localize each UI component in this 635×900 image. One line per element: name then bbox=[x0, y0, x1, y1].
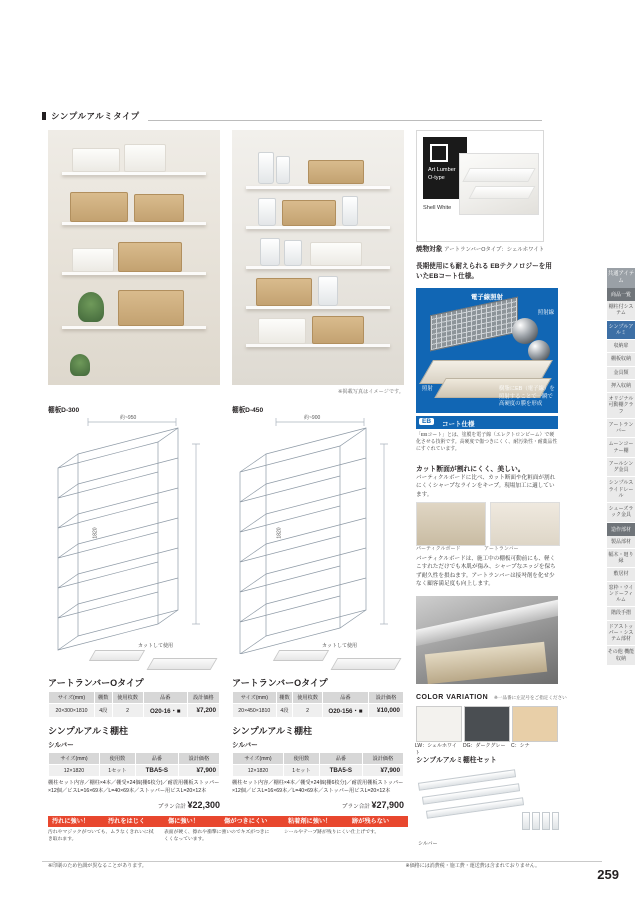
rail-item-8[interactable]: ムーンコーナー棚 bbox=[607, 438, 635, 458]
rail-item2-1[interactable]: 幅木・廻り縁 bbox=[607, 549, 635, 569]
feature-bar-3: 傷に強い！ bbox=[164, 816, 220, 827]
rail-item2-0[interactable]: 製品部材 bbox=[607, 536, 635, 549]
th-qty: 使用枚数 bbox=[112, 692, 143, 704]
feature-note-5: シールやテープ跡が残りにくい仕上げです。 bbox=[284, 830, 380, 835]
cut-note-left: カットして使用 bbox=[138, 643, 173, 649]
plank-graphic bbox=[147, 658, 218, 670]
rail-item2-4[interactable]: 階段手摺 bbox=[607, 607, 635, 620]
rail-item-1[interactable]: シンプルアルミ bbox=[607, 321, 635, 341]
th-code: 品番 bbox=[322, 692, 368, 704]
td-code: TBA5-S bbox=[320, 765, 363, 777]
eb-note: 「EBコート」とは、塗膜を電子線（エレクトロンビーム）で硬化させる技術です。高硬度で傷つきにくく、耐汚染性・耐薬品性にすぐれています。 bbox=[416, 433, 558, 453]
target-row bbox=[416, 243, 556, 253]
td-code: TBA5-S bbox=[136, 765, 179, 777]
th-price: 設計価格 bbox=[368, 692, 403, 704]
product-spec-table bbox=[232, 691, 404, 718]
brand-line2: O-type bbox=[428, 174, 445, 181]
target-label: 焼物対象 bbox=[416, 246, 443, 253]
rail-item-3[interactable]: 棚板収納 bbox=[607, 353, 635, 366]
dim-top-right: 約~900 bbox=[304, 415, 321, 421]
sample-color-name: Shell White bbox=[423, 205, 452, 211]
color-label-lw: LW：シェルホワイト bbox=[415, 743, 457, 756]
plank-graphic bbox=[89, 650, 145, 661]
color-swatch-lw bbox=[416, 706, 462, 742]
th-code: 品番 bbox=[136, 753, 179, 765]
board-sample-image bbox=[459, 153, 539, 215]
eb-figure-left-label: 照射 bbox=[422, 386, 433, 392]
cut-text-2: パーティクルボードは、施工中の棚板可動前にも、軽くこすれただけでも木肌が傷み、シャープなエッジを保ちず耐久性を損ねます。アートランバーは接착剤を化せ少なく顧客満足度も向上します。 bbox=[416, 556, 556, 588]
square-icon bbox=[430, 144, 448, 162]
cut-note-right: カットして使用 bbox=[322, 643, 357, 649]
plan-total bbox=[48, 800, 220, 810]
th-code: 品番 bbox=[143, 692, 187, 704]
feature-bar-2: 汚れをはじく bbox=[104, 816, 164, 827]
td-price: ¥10,000 bbox=[368, 704, 403, 718]
rail-item-11[interactable]: シューズラック金具 bbox=[607, 503, 635, 523]
bullet-square-icon bbox=[42, 112, 46, 120]
post-spec-table bbox=[232, 752, 404, 777]
product-title: アートランバーOタイプ bbox=[48, 678, 144, 688]
eb-figure-top-label: 電子線照射 bbox=[471, 294, 503, 301]
rail-section-1: 商品一覧 bbox=[607, 288, 635, 301]
th-tiers: 棚数 bbox=[94, 692, 112, 704]
plan-total-value: ¥27,900 bbox=[371, 799, 404, 810]
isometric-drawing-left bbox=[48, 414, 220, 654]
td-size: 12×1820 bbox=[233, 765, 284, 777]
td-code: O20-16・■ bbox=[143, 704, 187, 718]
eb-badge-tag: EB bbox=[419, 418, 434, 425]
product-block-left bbox=[48, 676, 220, 810]
post-color: シルバー bbox=[232, 742, 258, 749]
cut-image-particleboard bbox=[416, 502, 486, 546]
eb-sphere-icon bbox=[528, 340, 550, 362]
th-size: サイズ(mm) bbox=[49, 692, 95, 704]
th-qty: 使用枚数 bbox=[293, 692, 323, 704]
cut-caption-1: パーティクルボード bbox=[416, 546, 461, 552]
th-price: 設計価格 bbox=[187, 692, 219, 704]
header-label bbox=[42, 110, 148, 122]
eb-diagram bbox=[416, 288, 558, 413]
rail-section-2: 造作部材 bbox=[607, 523, 635, 536]
post-set-image bbox=[416, 766, 558, 838]
rail-item-6[interactable]: オリジナル可動棚クラフ bbox=[607, 393, 635, 419]
th-price: 設計価格 bbox=[178, 753, 219, 765]
plank-graphic bbox=[273, 650, 329, 661]
td-price: ¥7,900 bbox=[178, 765, 219, 777]
color-label-dg: DG：ダークグレー bbox=[463, 743, 506, 749]
cut-compare-images bbox=[416, 502, 558, 544]
plank-graphic bbox=[331, 658, 402, 670]
post-title: シンプルアルミ棚柱 bbox=[232, 726, 313, 736]
dim-height-left: 1820 bbox=[92, 527, 99, 539]
plan-total-value: ¥22,300 bbox=[187, 799, 220, 810]
rail-item-9[interactable]: アールシング金具 bbox=[607, 458, 635, 478]
th-qty: 使用数 bbox=[99, 753, 135, 765]
drawing-label-right: 棚板D-450 bbox=[232, 407, 264, 414]
feature-note-3: 表面が硬く、擦れや衝撃に強いのでキズがつきにくくなっています。 bbox=[164, 830, 270, 842]
isometric-drawing-right bbox=[232, 414, 404, 654]
product-block-right bbox=[232, 676, 404, 810]
plan-total-label: プラン合計 bbox=[341, 803, 370, 810]
rail-item-2[interactable]: 収納扉 bbox=[607, 340, 635, 353]
rail-item-4[interactable]: 金具類 bbox=[607, 367, 635, 380]
cut-text: パーティクルボードに比べ、カット断面や化粧面が割れにくくシャープなラインをキープ。現場加工に適しています。 bbox=[416, 475, 556, 498]
post-title: シンプルアルミ棚柱 bbox=[48, 726, 129, 736]
room-photo-right bbox=[232, 130, 404, 385]
product-title: アートランバーOタイプ bbox=[232, 678, 328, 688]
feature-bar-4: 傷がつきにくい bbox=[220, 816, 284, 827]
rail-item2-5[interactable]: ドアストッパー・システム部材 bbox=[607, 621, 635, 647]
td-qty: 1セット bbox=[283, 765, 319, 777]
feature-bar-1: 汚れに強い！ bbox=[48, 816, 104, 827]
wood-panel-graphic bbox=[425, 642, 547, 684]
page-number: 259 bbox=[597, 867, 619, 882]
rail-item-5[interactable]: 押入収納 bbox=[607, 380, 635, 393]
th-size: サイズ(mm) bbox=[49, 753, 100, 765]
cut-photo bbox=[416, 596, 558, 684]
th-size: サイズ(mm) bbox=[233, 692, 277, 704]
td-size: 20×450×1810 bbox=[233, 704, 277, 718]
cut-image-artlumber bbox=[490, 502, 560, 546]
header-title: シンプルアルミタイプ bbox=[51, 111, 140, 121]
target-value: アートランバーOタイプ：シェルホワイト bbox=[444, 247, 545, 253]
brand-line1: Art Lumber bbox=[428, 167, 456, 173]
td-code: O20-156・■ bbox=[322, 704, 368, 718]
post-color: シルバー bbox=[48, 742, 74, 749]
room-photo-left bbox=[48, 130, 220, 385]
td-tiers: 4段 bbox=[276, 704, 293, 718]
product-spec-table bbox=[48, 691, 220, 718]
rail-item-10[interactable]: シンプルスライドレール bbox=[607, 477, 635, 503]
color-variation-title: COLOR VARIATION bbox=[416, 694, 489, 701]
cut-title: カット断面が割れにくく、美しい。 bbox=[416, 466, 525, 473]
footer-right-note: ※価格には消費税・施工費・運送費は含まれておりません。 bbox=[405, 863, 540, 869]
th-price: 設計価格 bbox=[362, 753, 403, 765]
plan-total bbox=[232, 800, 404, 810]
rail-head: 共通アイテム bbox=[607, 268, 635, 288]
td-size: 12×1820 bbox=[49, 765, 100, 777]
post-set-title: シンプルアルミ棚柱セット bbox=[416, 757, 497, 764]
th-code: 品番 bbox=[320, 753, 363, 765]
feature-bar-5: 粘着剤に強い！ bbox=[284, 816, 348, 827]
td-price: ¥7,200 bbox=[187, 704, 219, 718]
feature-note-1: 汚れやマジックがついても、ムラなくきれいに拭き取れます。 bbox=[48, 830, 154, 842]
post-spec-table bbox=[48, 752, 220, 777]
cut-caption-2: アートランバー bbox=[484, 546, 519, 552]
set-contents-note: 棚柱セット内容／棚柱×4本／棚受×24個(棚6枚分)／耐震用棚板ストッパー×12個／ビスL=16×69本／L=40×69本／ストッパー用ビスL=20×12本 bbox=[232, 780, 404, 794]
td-tiers: 4段 bbox=[94, 704, 112, 718]
th-qty: 使用数 bbox=[283, 753, 319, 765]
cut-captions bbox=[416, 545, 558, 552]
rail-item-0[interactable]: 棚柱付システム bbox=[607, 301, 635, 321]
color-variation-note: ※一品番に左記号をご指定ください bbox=[494, 695, 567, 700]
td-size: 20×300×1810 bbox=[49, 704, 95, 718]
dim-top-left: 約~950 bbox=[120, 415, 137, 421]
dim-height-right: 1820 bbox=[276, 527, 283, 539]
th-size: サイズ(mm) bbox=[233, 753, 284, 765]
rail-item2-3[interactable]: 窓枠・ウインドーフィルム bbox=[607, 582, 635, 608]
eb-figure-right-label: 照射線 bbox=[537, 310, 554, 316]
drawing-label-left: 棚板D-300 bbox=[48, 407, 80, 414]
plan-total-label: プラン合計 bbox=[157, 803, 186, 810]
eb-badge bbox=[416, 416, 558, 429]
set-contents-note: 棚柱セット内容／棚柱×4本／棚受×24個(棚6枚分)／耐震用棚板ストッパー×12個／ビスL=16×69本／L=40×69本／ストッパー用ビスL=20×12本 bbox=[48, 780, 220, 794]
eb-badge-text: コート仕様 bbox=[442, 421, 475, 428]
color-label-c: C：シナ bbox=[511, 743, 530, 749]
td-price: ¥7,900 bbox=[362, 765, 403, 777]
td-qty: 2 bbox=[112, 704, 143, 718]
color-swatch-c bbox=[512, 706, 558, 742]
rail-item2-2[interactable]: 敷居材 bbox=[607, 568, 635, 581]
rail-item2-6[interactable]: その他 機能収納 bbox=[607, 646, 635, 666]
feature-bar-6: 跡が残らない bbox=[348, 816, 408, 827]
eb-figure-text: 樹脂にEB（電子線）を照射することで一瞬で高硬度の膜を形成 bbox=[499, 386, 555, 408]
saw-blade-graphic bbox=[416, 597, 558, 648]
rail-item-7[interactable]: アートランバー bbox=[607, 419, 635, 439]
color-swatch-dg bbox=[464, 706, 510, 742]
side-tab-rail[interactable] bbox=[607, 268, 635, 666]
td-qty: 2 bbox=[293, 704, 323, 718]
eb-mesh-graphic bbox=[430, 297, 518, 352]
post-set-caption: シルバー bbox=[418, 841, 438, 847]
eb-lead-text: 長期使用にも耐えられる EBテクノロジーを用いたEBコート仕様。 bbox=[416, 263, 552, 280]
th-tiers: 棚数 bbox=[276, 692, 293, 704]
material-sample-card bbox=[416, 130, 544, 242]
td-qty: 1セット bbox=[99, 765, 135, 777]
photo-disclaimer: ※掲載写真はイメージです。 bbox=[337, 389, 404, 395]
footer-left-note: ※印刷のため色調が異なることがあります。 bbox=[48, 863, 147, 869]
